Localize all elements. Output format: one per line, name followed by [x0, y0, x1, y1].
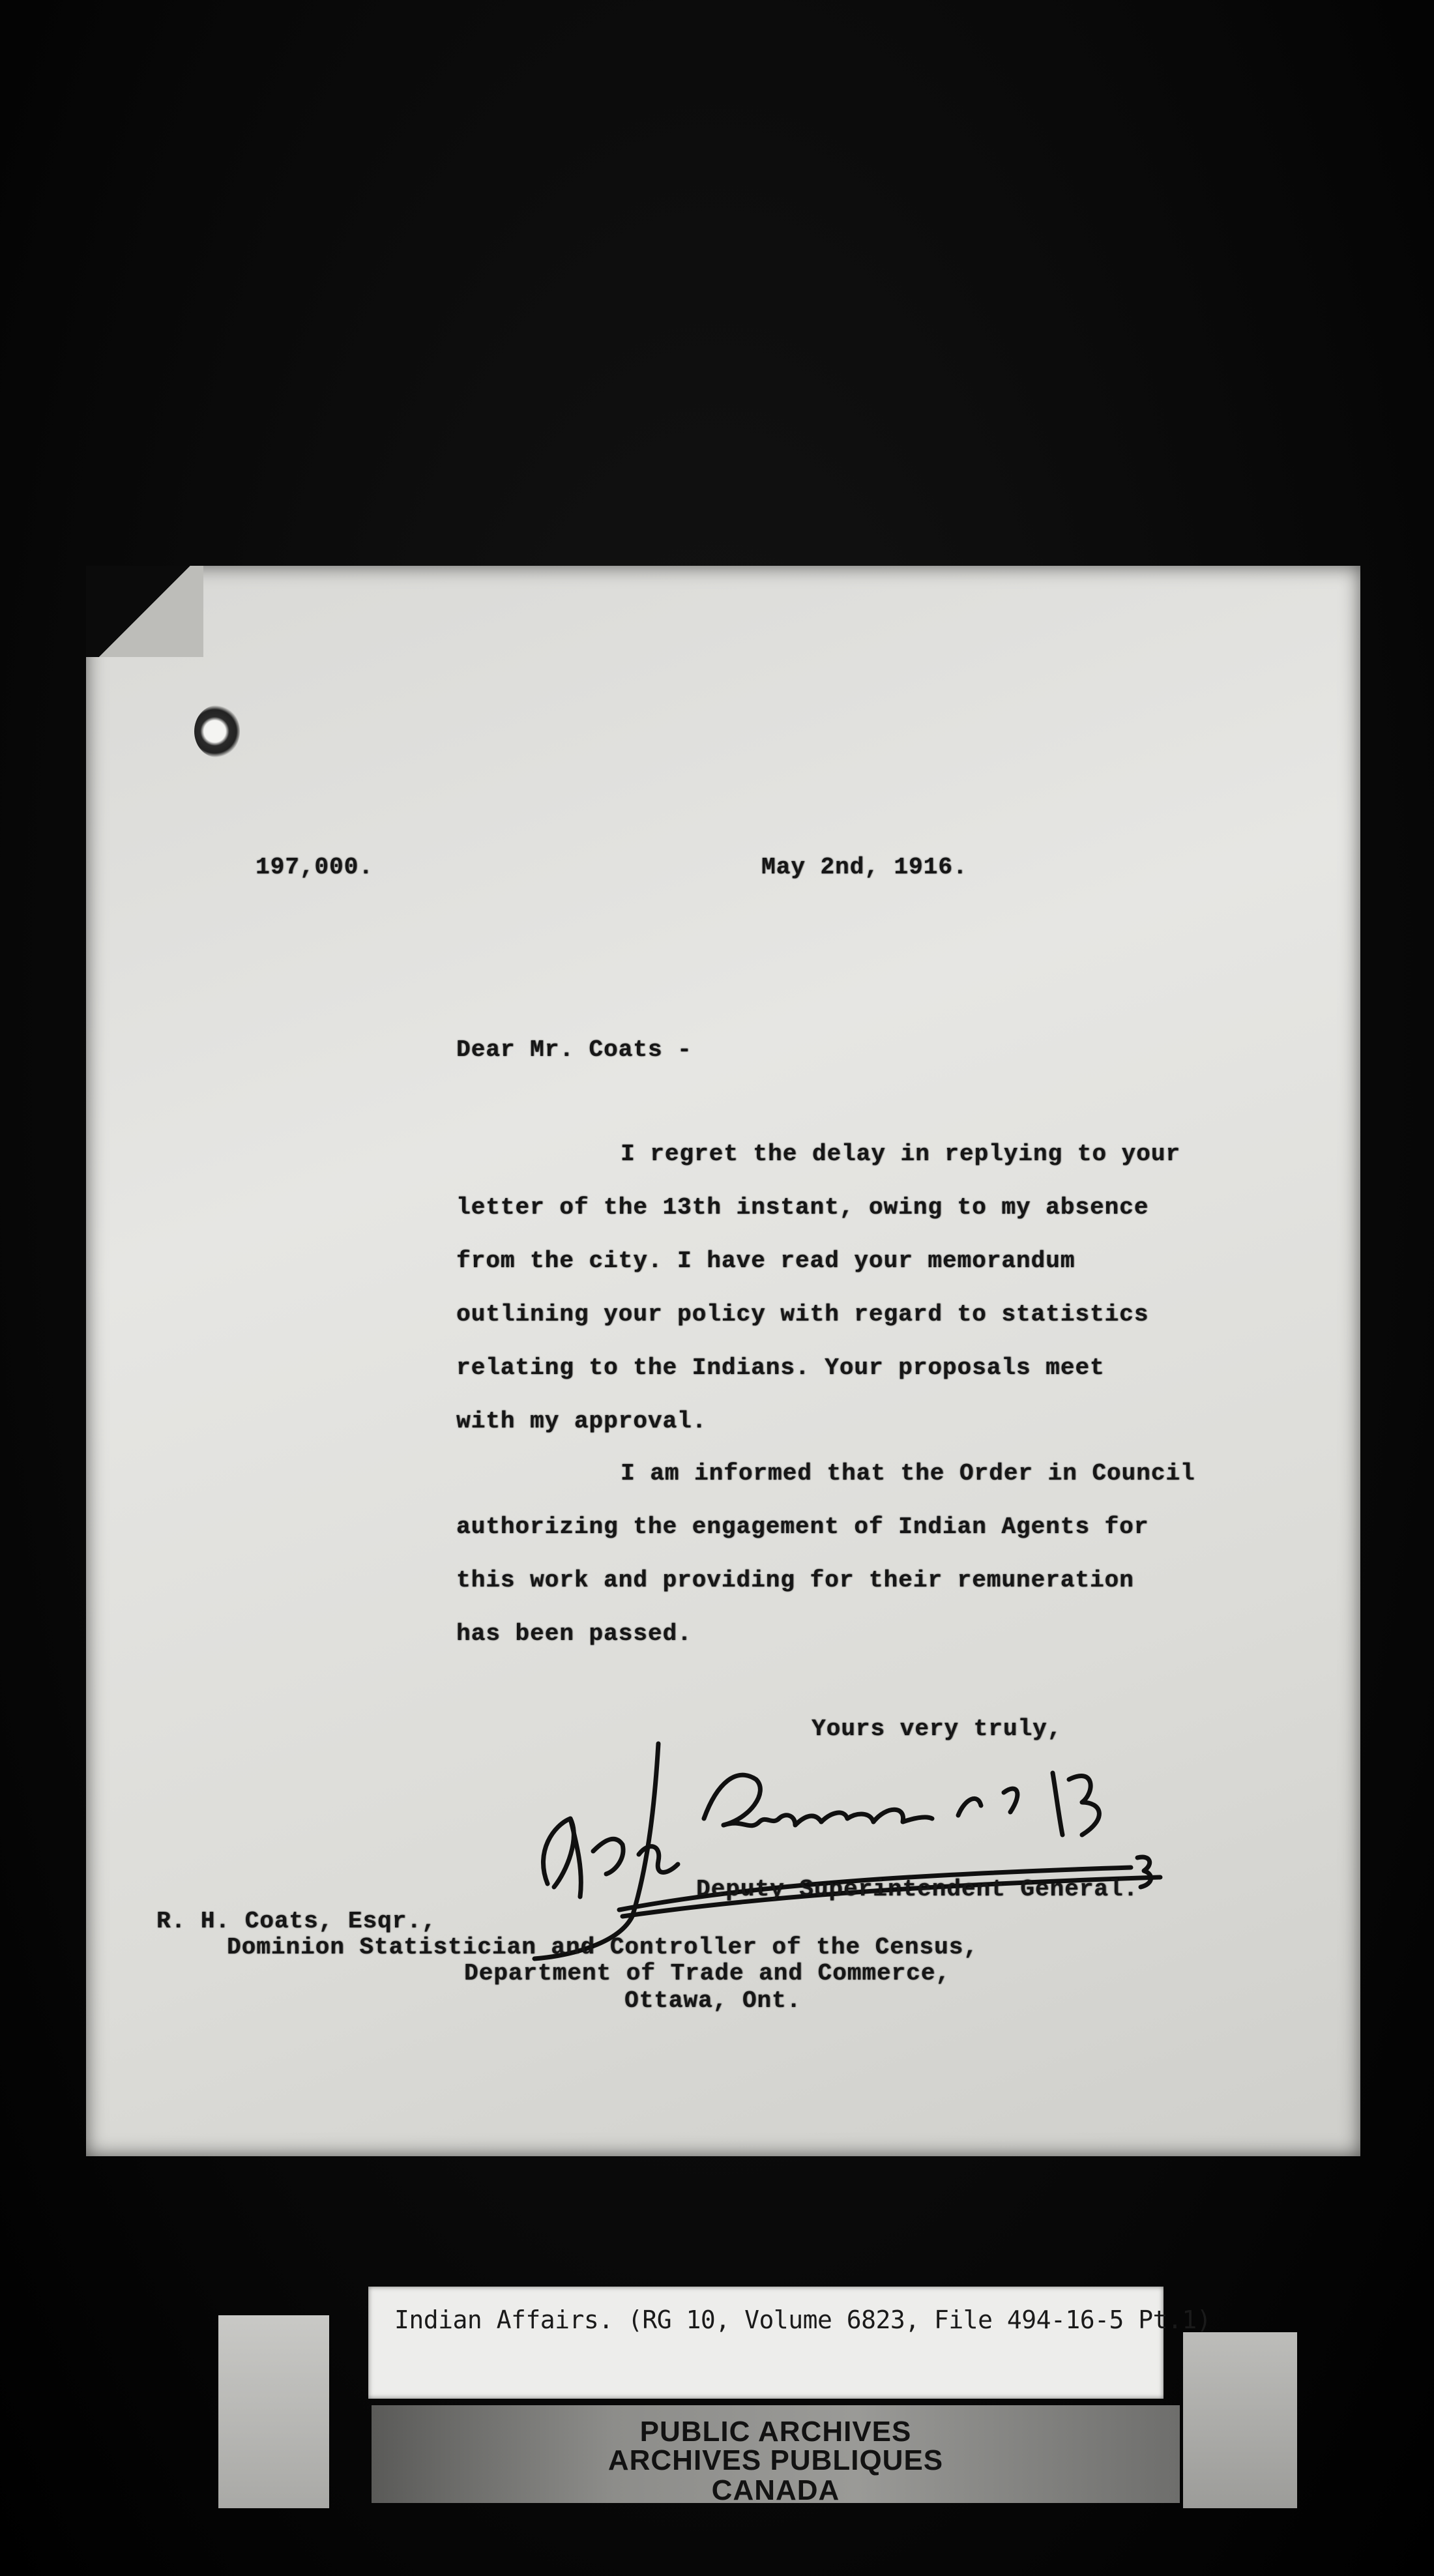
- address-line: Ottawa, Ont.: [624, 1987, 802, 2014]
- closing: Yours very truly,: [812, 1716, 1062, 1742]
- archive-stamp-line-1: PUBLIC ARCHIVES: [639, 2416, 912, 2448]
- file-number: 197,000.: [256, 854, 373, 881]
- paragraph-1-line: outlining your policy with regard to statistics: [456, 1301, 1149, 1328]
- film-edge-left: [218, 2315, 329, 2508]
- paragraph-1-line: I regret the delay in replying to your: [621, 1141, 1180, 1167]
- paragraph-2-line: authorizing the engagement of Indian Agents for: [456, 1514, 1149, 1540]
- paragraph-2-line: this work and providing for their remuneration: [456, 1567, 1134, 1594]
- paragraph-2-line: has been passed.: [456, 1620, 692, 1647]
- paragraph-1-line: relating to the Indians. Your proposals meet: [456, 1354, 1105, 1381]
- signatory-title: Deputy Superintendent General.: [696, 1876, 1139, 1903]
- handwritten-signature: [508, 1721, 1186, 1962]
- film-edge-right: [1183, 2332, 1297, 2508]
- archive-reference-card: [368, 2287, 1163, 2399]
- archive-reference-text: Indian Affairs. (RG 10, Volume 6823, File 494-16-5 Pt.1): [394, 2305, 1212, 2334]
- address-line: R. H. Coats, Esqr.,: [156, 1908, 437, 1935]
- paragraph-2-line: I am informed that the Order in Council: [621, 1460, 1195, 1487]
- paragraph-1-line: letter of the 13th instant, owing to my absence: [456, 1194, 1149, 1221]
- paragraph-1-line: with my approval.: [456, 1408, 707, 1435]
- punch-hole: [194, 705, 240, 757]
- address-line: Dominion Statistician and Controller of the Census,: [227, 1934, 978, 1961]
- paragraph-1-line: from the city. I have read your memorandum: [456, 1248, 1076, 1274]
- archive-stamp-line-2: ARCHIVES PUBLIQUES: [607, 2444, 944, 2476]
- folded-corner: [86, 566, 203, 657]
- archive-stamp-line-3: CANADA: [711, 2474, 840, 2506]
- salutation: Dear Mr. Coats -: [456, 1036, 692, 1063]
- letter-date: May 2nd, 1916.: [761, 854, 968, 881]
- address-line: Department of Trade and Commerce,: [464, 1960, 950, 1987]
